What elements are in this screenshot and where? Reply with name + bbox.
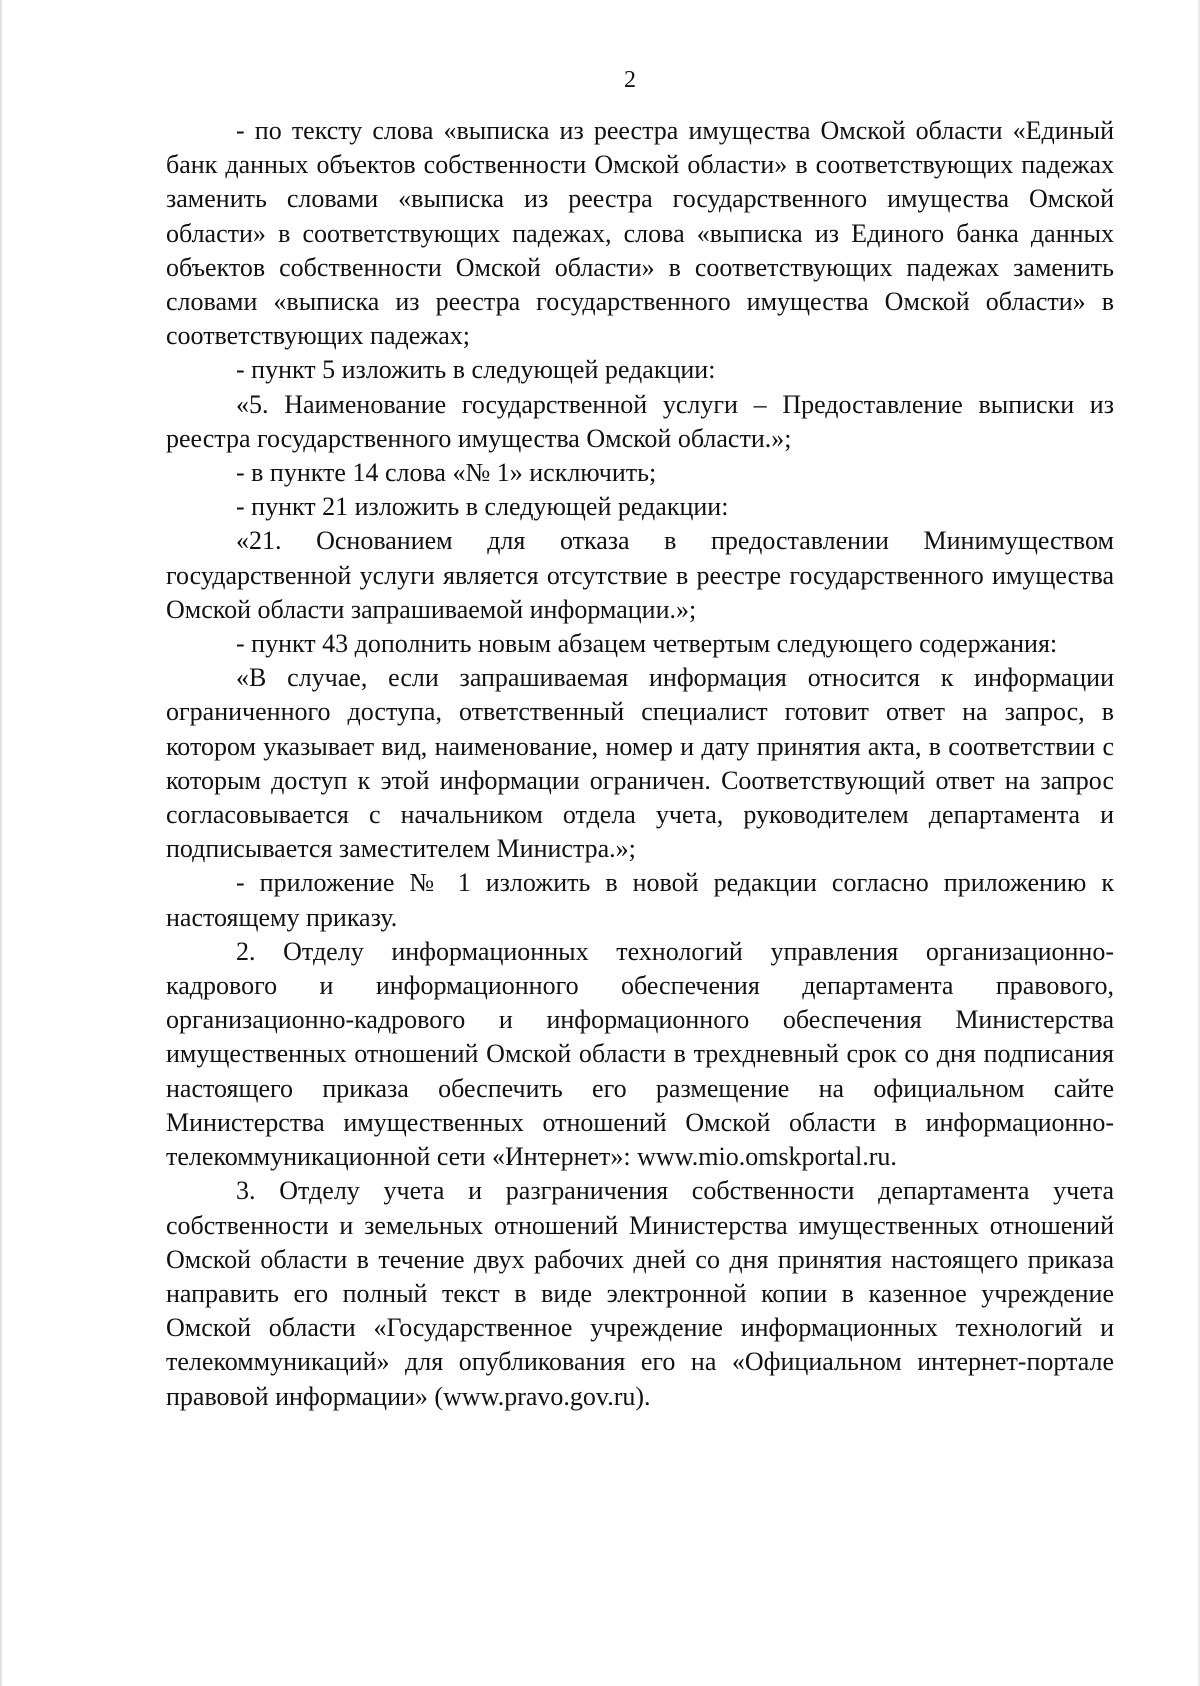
scan-edge-left <box>0 0 3 1686</box>
paragraph-item-21-text: «21. Основанием для отказа в предоставлении Минимуществом государственной услуги является отсутствие в реестре государственного имущества Омской области запрашиваемой информации.»; <box>166 526 1114 624</box>
paragraph-item-43-text: «В случае, если запрашиваемая информация относится к информации ограниченного доступа, ответственный специалист готовит ответ на запрос, в котором указывает вид, наименование, номер и дату принятия акта, в соответствии с которым доступ к этой информации ограничен. Соответствующий ответ на запрос согласовывается с начальником отдела учета, руководителем департамента и подписывается заместителем Министра.»; <box>166 663 1114 864</box>
paragraph-section-3: 3. Отделу учета и разграничения собственности департамента учета собственности и земельных отношений Министерства имущественных отношений Омской области в течение двух рабочих дней со дня принятия настоящего приказа направить его полный текст в виде электронной копии в казенное учреждение Омской области «Государственное учреждение информационных технологий и телекоммуникаций» для опубликования его на «Официальном интернет-портале правовой информации» (www.pravo.gov.ru). <box>166 1176 1114 1411</box>
paragraph-wording-replacement: - по тексту слова «выписка из реестра имущества Омской области «Единый банк данных объектов собственности Омской области» в соответствующих падежах заменить словами «выписка из реестра государственного имущества Омской области» в соответствующих падежах, слова «выписка из Единого банка данных объектов собственности Омской области» в соответствующих падежах заменить словами «выписка из реестра государственного имущества Омской области» в соответствующих падежах; <box>166 116 1114 351</box>
paragraph-item-43-intro: - пункт 43 дополнить новым абзацем четвертым следующего содержания: <box>236 629 1058 659</box>
paragraph-item-21-intro: - пункт 21 изложить в следующей редакции: <box>236 492 729 522</box>
paragraph-appendix-1: - приложение № 1 изложить в новой редакции согласно приложению к настоящему приказу. <box>166 868 1114 932</box>
paragraph-section-2: 2. Отделу информационных технологий управления организационно-кадрового и информационного обеспечения департамента правового, организационно-кадрового и информационного обеспечения Министерства имущественных отношений Омской области в трехдневный срок со дня подписания настоящего приказа обеспечить его размещение на официальном сайте Министерства имущественных отношений Омской области в информационно-телекоммуникационной сети «Интернет»: www.mio.omskportal.ru. <box>166 936 1114 1172</box>
paragraph-item-14: - в пункте 14 слова «№ 1» исключить; <box>236 458 657 488</box>
paragraph-item-5-intro: - пункт 5 изложить в следующей редакции: <box>236 355 716 385</box>
paragraph-item-5-text: «5. Наименование государственной услуги – Предоставление выписки из реестра государственного имущества Омской области.»; <box>166 389 1114 453</box>
document-body <box>166 114 1114 1414</box>
page-number: 2 <box>624 67 636 93</box>
